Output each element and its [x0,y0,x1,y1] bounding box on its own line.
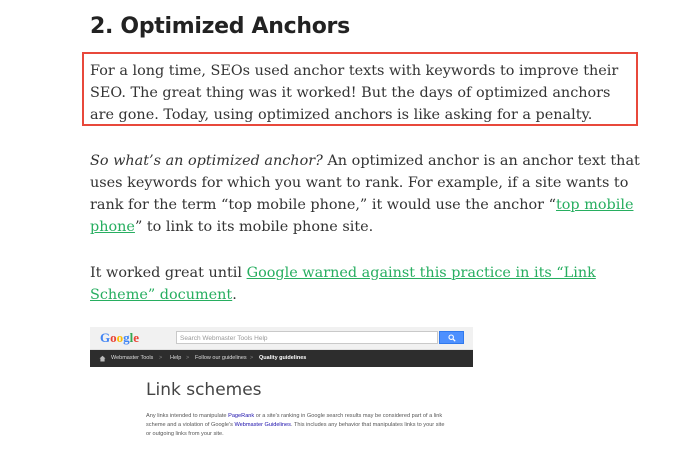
body-text: Any links intended to manipulate [146,413,229,419]
definition-text-end: ” to link to its mobile phone site. [134,219,374,235]
breadcrumb-follow-guidelines[interactable]: Follow our guidelines [195,355,247,361]
logo-letter: G [100,330,111,345]
breadcrumb-webmaster-tools[interactable]: Webmaster Tools [111,355,154,361]
warning-text: It worked great until [90,265,247,281]
link-schemes-title: Link schemes [146,380,262,400]
embedded-screenshot [90,327,473,450]
warning-text-end: . [232,287,237,303]
top-mobile-phone-link[interactable]: top mobile phone [90,197,634,235]
logo-letter: e [133,330,140,345]
pagerank-link[interactable]: PageRank [228,413,255,419]
definition-text: An optimized anchor is an anchor text that uses keywords for which you want to rank. For example, if a site wants to rank for the term “top mobile phone,” it would use the anchor “ [90,153,640,213]
logo-letter: o [116,330,124,345]
breadcrumb-quality-guidelines[interactable]: Quality guidelines [259,355,307,361]
section-heading: 2. Optimized Anchors [90,14,350,39]
breadcrumb-bar [90,350,473,367]
paragraph-intro: For a long time, SEOs used anchor texts with keywords to improve their SEO. The great thing was it worked! But the days of optimized anchors are gone. Today, using optimized anchors is like asking for a penalty. [90,63,619,123]
logo-letter: l [129,330,134,345]
search-button[interactable] [439,331,464,344]
breadcrumb-separator: > [250,355,254,361]
home-icon[interactable] [99,355,106,362]
body-text: or a site's ranking in Google search results may be considered part of a link scheme and a violation of Google's [146,413,443,428]
link-scheme-document-link[interactable]: Google warned against this practice in its “Link Scheme” document [90,265,596,303]
paragraph-warning [90,262,650,306]
body-text: . This includes any behavior that manipulates links to your site or outgoing links from your site. [146,422,445,437]
google-header-bar [90,327,473,350]
breadcrumb-help[interactable]: Help [170,355,182,361]
breadcrumb-separator: > [159,355,163,361]
google-logo [100,330,139,346]
search-input[interactable]: Search Webmaster Tools Help [176,331,438,344]
link-schemes-body [146,412,446,439]
logo-letter: g [123,330,130,345]
webmaster-guidelines-link[interactable]: Webmaster Guidelines [234,422,291,428]
breadcrumb-separator: > [186,355,190,361]
paragraph-definition [90,150,650,238]
question-text: So what’s an optimized anchor? [90,153,323,169]
search-icon [448,334,456,342]
logo-letter: o [110,330,117,345]
